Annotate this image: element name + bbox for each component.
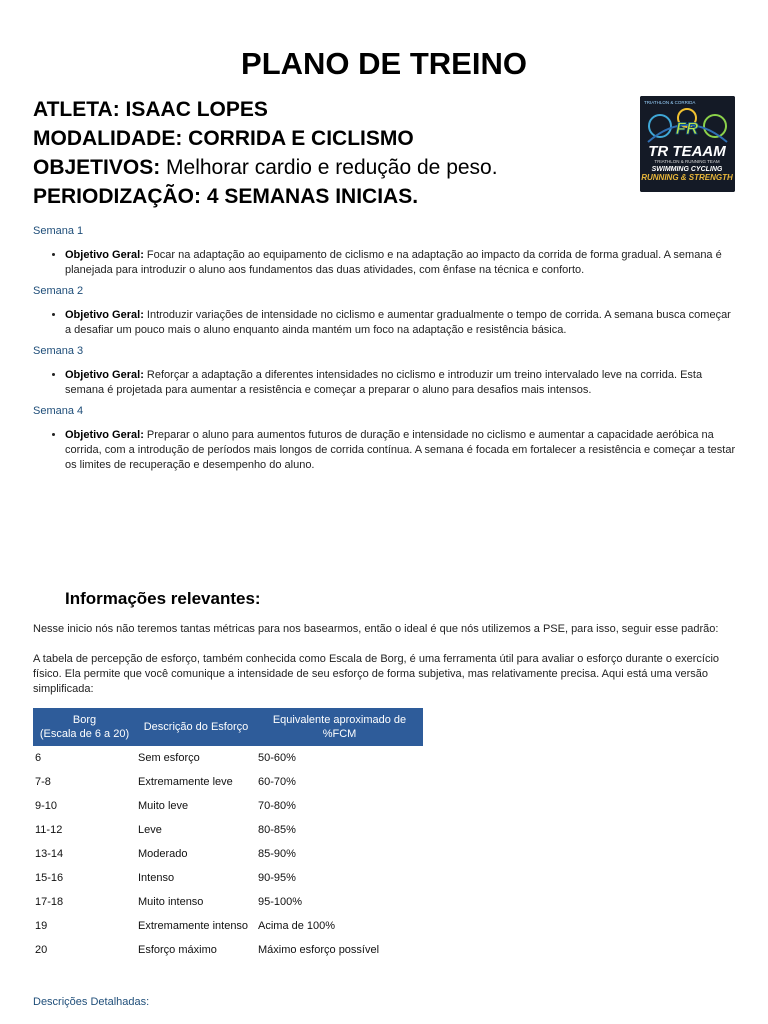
athlete-header	[33, 95, 633, 211]
table-body	[33, 746, 423, 962]
svg-text:TRIATHLON & CORRIDA: TRIATHLON & CORRIDA	[644, 100, 696, 105]
effort-description-cell: Moderado	[138, 848, 188, 860]
table-row	[33, 866, 423, 890]
week-objective-item: • Objetivo Geral: Introduzir variações de intensidade no ciclismo e aumentar gradualmente o tempo de corrida. A semana busca começar a desafiar um pouco mais o aluno enquanto ainda mantém um foco na adaptação e resistência básica.	[65, 308, 738, 338]
week-objective-item: • Objetivo Geral: Focar na adaptação ao equipamento de ciclismo e na adaptação ao impacto da corrida de forma gradual. A semana é planejada para introduzir o aluno aos fundamentos das duas atividades, com ênfase na técnica e conforto.	[65, 248, 738, 278]
week-objective-item: • Objetivo Geral: Preparar o aluno para aumentos futuros de duração e intensidade no ciclismo e aumentar a capacidade aeróbica na corrida, com a introdução de períodos mais longos de corrida contínua. A semana é focada em fortalecer a resistência e começar a testar os limites de recuperação e desempenho do aluno.	[65, 428, 738, 473]
table-row	[33, 770, 423, 794]
week-objectives	[33, 368, 738, 398]
week-block	[33, 284, 738, 338]
week-title: Semana 4	[33, 405, 84, 417]
column-header-description: Descrição do Esforço	[136, 708, 256, 746]
week-objectives	[33, 308, 738, 338]
week-title: Semana 2	[33, 285, 84, 297]
svg-text:FR: FR	[675, 119, 699, 138]
table-row	[33, 914, 423, 938]
fcm-percent-cell: 70-80%	[258, 800, 296, 812]
effort-description-cell: Extremamente intenso	[138, 920, 249, 932]
column-header-borg: Borg (Escala de 6 a 20)	[33, 708, 136, 746]
periodization-line: PERIODIZAÇÃO: 4 SEMANAS INICIAS.	[33, 185, 419, 208]
effort-description-cell: Intenso	[138, 872, 175, 884]
team-logo	[640, 96, 735, 192]
borg-value-cell: 11-12	[35, 824, 63, 836]
week-objectives	[33, 248, 738, 278]
week-block	[33, 344, 738, 398]
borg-value-cell: 13-14	[35, 848, 64, 860]
column-header-fcm: Equivalente aproximado de %FCM	[256, 708, 423, 746]
fcm-percent-cell: 80-85%	[258, 824, 296, 836]
borg-value-cell: 9-10	[35, 800, 58, 812]
effort-description-cell: Muito intenso	[138, 896, 204, 908]
fcm-percent-cell: 60-70%	[258, 776, 296, 788]
borg-value-cell: 17-18	[35, 896, 64, 908]
week-block	[33, 404, 738, 473]
borg-scale-table	[33, 708, 423, 962]
borg-intro-paragraph: A tabela de percepção de esforço, também conhecida como Escala de Borg, é uma ferramenta útil para avaliar o esforço durante o exercício físico. Ela permite que você comunique a intensidade de seu esforço de forma subjetiva, mas relativamente precisa. Aqui está uma versão simplificada:	[33, 653, 720, 695]
svg-text:SWIMMING CYCLING: SWIMMING CYCLING	[651, 166, 723, 173]
effort-description-cell: Sem esforço	[138, 752, 200, 764]
borg-value-cell: 15-16	[35, 872, 64, 884]
effort-description-cell: Extremamente leve	[138, 776, 233, 788]
svg-text:TR TEAAM: TR TEAAM	[648, 143, 726, 160]
table-row	[33, 794, 423, 818]
fcm-percent-cell: 90-95%	[258, 872, 296, 884]
borg-value-cell: 6	[35, 752, 42, 764]
weeks-section	[33, 224, 738, 479]
effort-description-cell: Muito leve	[138, 800, 189, 812]
svg-text:TRIATHLON & RUNNING TEAM: TRIATHLON & RUNNING TEAM	[654, 159, 720, 164]
week-title: Semana 1	[33, 225, 84, 237]
fcm-percent-cell: 50-60%	[258, 752, 296, 764]
svg-text:RUNNING & STRENGTH: RUNNING & STRENGTH	[641, 173, 733, 182]
table-row	[33, 818, 423, 842]
week-block	[33, 224, 738, 278]
week-objective-item: • Objetivo Geral: Reforçar a adaptação a diferentes intensidades no ciclismo e introduzir um treino intervalado leve na corrida. Esta semana é projetada para aumentar a resistência e começar a preparar o aluno para desafios mais intensos.	[65, 368, 738, 398]
fcm-percent-cell: Máximo esforço possível	[258, 944, 380, 956]
effort-description-cell: Leve	[138, 824, 162, 836]
table-row	[33, 842, 423, 866]
objectives-line: OBJETIVOS: Melhorar cardio e redução de peso.	[33, 156, 498, 179]
info-paragraph: Nesse inicio nós não teremos tantas métricas para nos basearmos, então o ideal é que nós utilizemos a PSE, para isso, seguir esse padrão:	[33, 623, 719, 635]
page-title: PLANO DE TREINO	[241, 46, 527, 81]
table-row	[33, 890, 423, 914]
borg-value-cell: 19	[35, 920, 48, 932]
week-title: Semana 3	[33, 345, 84, 357]
fcm-percent-cell: 85-90%	[258, 848, 296, 860]
borg-value-cell: 20	[35, 944, 48, 956]
week-objectives	[33, 428, 738, 473]
info-heading: Informações relevantes:	[65, 589, 261, 608]
effort-description-cell: Esforço máximo	[138, 944, 217, 956]
fcm-percent-cell: Acima de 100%	[258, 920, 336, 932]
athlete-line: ATLETA: ISAAC LOPES	[33, 98, 268, 121]
fcm-percent-cell: 95-100%	[258, 896, 303, 908]
team-logo-graphic	[640, 96, 735, 192]
modality-line: MODALIDADE: CORRIDA E CICLISMO	[33, 127, 414, 150]
table-row	[33, 938, 423, 962]
table-row	[33, 746, 423, 770]
borg-value-cell: 7-8	[35, 776, 51, 788]
detailed-descriptions-heading: Descrições Detalhadas:	[33, 996, 150, 1008]
table-header-row	[33, 708, 423, 746]
